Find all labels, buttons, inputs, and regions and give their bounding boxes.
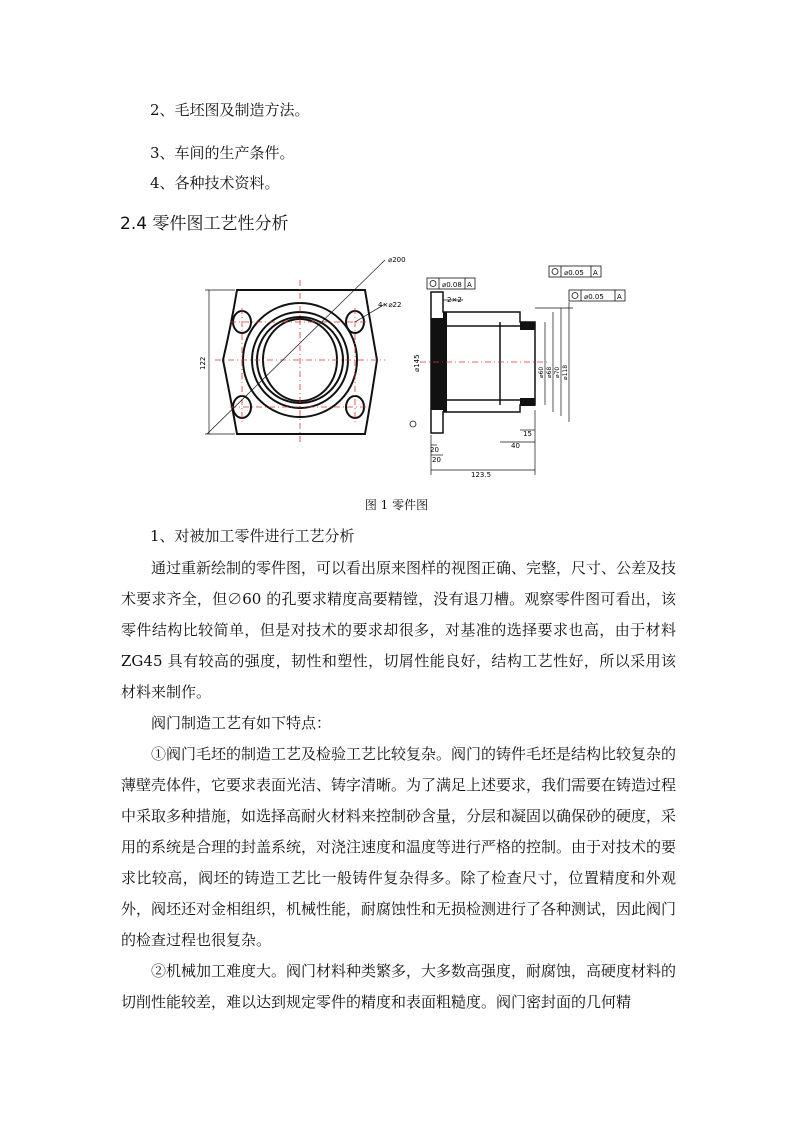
dia-outer-label: ⌀200 <box>388 256 406 264</box>
paragraph-3 <box>121 739 676 956</box>
bore-c-label: ⌀70 <box>554 366 561 378</box>
tol-right1-datum: A <box>593 269 598 277</box>
tol-right2-label: ⌀0.05 <box>584 293 604 301</box>
dim-40-label: 40 <box>511 442 520 450</box>
list-item-4: 4、各种技术资料。 <box>150 174 280 192</box>
tol-left-datum: A <box>467 281 472 289</box>
item1-title: 1、对被加工零件进行工艺分析 <box>150 527 355 545</box>
paragraph-1 <box>121 553 676 708</box>
part-drawing <box>195 250 635 490</box>
paragraph-2-text: 阀门制造工艺有如下特点： <box>151 714 332 732</box>
holes-label: 4×⌀22 <box>378 301 402 309</box>
bore-d-label: ⌀118 <box>562 364 569 380</box>
dim-15-label: 15 <box>523 430 532 438</box>
paragraph-1-text: 通过重新绘制的零件图，可以看出原来图样的视图正确、完整，尺寸、公差及技术要求齐全，但∅60 的孔要求精度高要精镗，没有退刀槽。观察零件图可看出，该零件结构比较简单，但是对技术的要求却很多，对基准的选择要求也高，由于材料 ZG45 具有较高的强度，韧性和塑性，切屑性能良好，结构工艺性好，所以采用该材料来制作。 <box>121 559 677 701</box>
left-side-label: ⌀145 <box>413 354 421 372</box>
height-label: 122 <box>199 356 207 370</box>
tol-left-label: ⌀0.08 <box>442 281 462 289</box>
paragraph-3-text: ①阀门毛坯的制造工艺及检验工艺比较复杂。阀门的铸件毛坯是结构比较复杂的薄壁壳体件，它要求表面光洁、铸字清晰。为了满足上述要求，我们需要在铸造过程中采取多种措施，如选择高耐火材料来控制砂含量，分层和凝固以确保砂的硬度，采用的系统是合理的封盖系统，对浇注速度和温度等进行严格的控制。由于对技术的要求比较高，阀坯的铸造工艺比一般铸件复杂得多。除了检查尺寸，位置精度和外观外，阀坯还对金相组织，机械性能，耐腐蚀性和无损检测进行了各种测试，因此阀门的检查过程也很复杂。 <box>121 745 677 949</box>
paragraph-2 <box>121 708 676 739</box>
tol-right2-datum: A <box>617 293 622 301</box>
section-heading: 2.4 零件图工艺性分析 <box>120 214 289 234</box>
list-item-3: 3、车间的生产条件。 <box>150 144 295 162</box>
dim-length-label: 123.5 <box>471 471 492 479</box>
figure-caption: 图 1 零件图 <box>364 498 429 512</box>
bore-a-label: ⌀60 <box>538 366 545 378</box>
bore-b-label: ⌀68 <box>546 366 553 378</box>
paragraph-4-text: ②机械加工难度大。阀门材料种类繁多，大多数高强度，耐腐蚀，高硬度材料的切削性能较差，难以达到规定零件的精度和表面粗糙度。阀门密封面的几何精 <box>121 962 677 1011</box>
list-item-2: 2、毛坯图及制造方法。 <box>150 101 310 119</box>
paragraph-4 <box>121 956 676 1018</box>
dim-20b-label: 20 <box>432 456 441 464</box>
dim-20a-label: 20 <box>430 446 439 454</box>
chamfer-label: 2×2 <box>447 296 462 304</box>
tol-right1-label: ⌀0.05 <box>564 269 584 277</box>
